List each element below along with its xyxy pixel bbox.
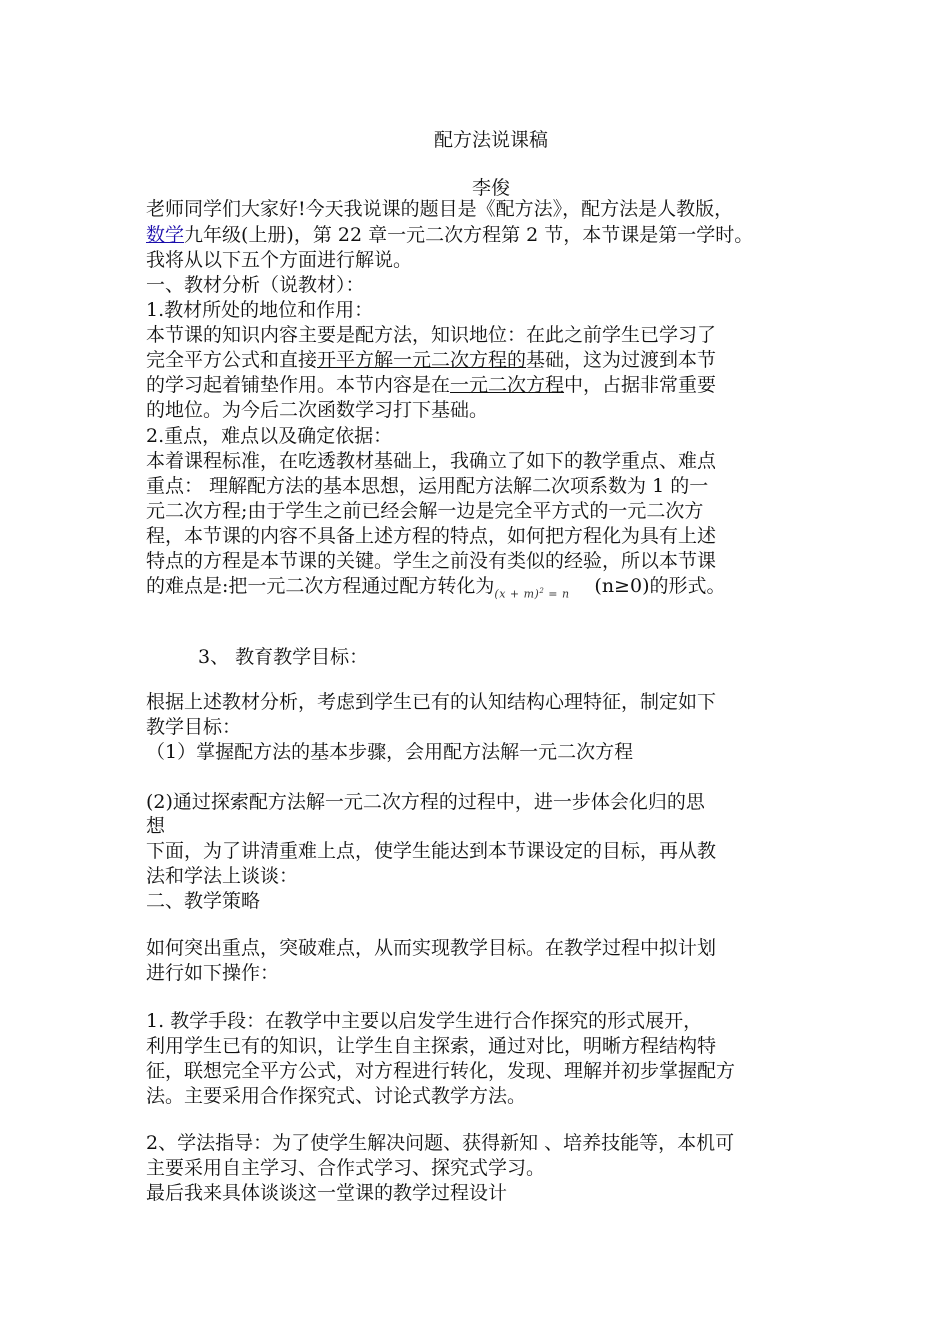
paragraph-text: 的学习起着铺垫作用。本节内容是在 bbox=[146, 374, 451, 396]
underlined-term[interactable]: 一元二次方程 bbox=[450, 374, 565, 396]
paragraph-text: 基础，这为过渡到本节 bbox=[526, 349, 717, 371]
section-heading: 一、教材分析（说教材）： bbox=[146, 274, 365, 296]
formula bbox=[494, 579, 594, 607]
paragraph-line: 最后我来具体谈谈这一堂课的教学过程设计 bbox=[146, 1182, 508, 1204]
paragraph-line: 元二次方程;由于学生之前已经会解一边是完全平方式的一元二次方 bbox=[146, 500, 704, 522]
paragraph-text: 的难点是:把一元二次方程通过配方转化为 bbox=[146, 575, 495, 597]
paragraph-text: 完全平方公式和直接 bbox=[146, 349, 318, 371]
paragraph-line: 重点： 理解配方法的基本思想，运用配方法解二次项系数为 1 的一 bbox=[146, 475, 709, 497]
formula-base: (x + m) bbox=[494, 588, 540, 601]
intro-line: 老师同学们大家好!今天我说课的题目是《配方法》，配方法是人教版， bbox=[146, 198, 734, 220]
section-heading: 二、教学策略 bbox=[146, 890, 261, 912]
method-item: 2、学法指导：为了使学生解决问题、获得新知 、培养技能等，本机可 bbox=[146, 1132, 735, 1154]
goal-item: (2)通过探索配方法解一元二次方程的过程中，进一步体会化归的思 bbox=[146, 791, 705, 813]
method-item: 法。主要采用合作探究式、讨论式教学方法。 bbox=[146, 1085, 527, 1107]
goal-item: （1）掌握配方法的基本步骤，会用配方法解一元二次方程 bbox=[146, 741, 634, 763]
intro-line: 我将从以下五个方面进行解说。 bbox=[146, 249, 413, 271]
paragraph-line: 程，本节课的内容不具备上述方程的特点，如何把方程化为具有上述 bbox=[146, 525, 717, 547]
formula-rhs: = n bbox=[544, 588, 570, 601]
paragraph-text: 中，占据非常重要 bbox=[564, 374, 717, 396]
paragraph-line: 本节课的知识内容主要是配方法，知识地位：在此之前学生已学习了 bbox=[146, 324, 717, 346]
method-item: 征，联想完全平方公式，对方程进行转化，发现、理解并初步掌握配方 bbox=[146, 1060, 736, 1082]
formula-exponent: 2 bbox=[539, 587, 545, 596]
subsection-heading: 3、 教育教学目标： bbox=[198, 646, 369, 668]
paragraph-line bbox=[146, 373, 816, 397]
paragraph-line: 本着课程标准，在吃透教材基础上，我确立了如下的教学重点、难点 bbox=[146, 450, 717, 472]
intro-text: 九年级(上册)，第 22 章一元二次方程第 2 节，本节课是第一学时。 bbox=[184, 224, 754, 246]
paragraph-line: 根据上述教材分析，考虑到学生已有的认知结构心理特征，制定如下 bbox=[146, 691, 717, 713]
paragraph-line: 如何突出重点，突破难点，从而实现教学目标。在教学过程中拟计划 bbox=[146, 937, 717, 959]
paragraph-line: 下面，为了讲清重难上点，使学生能达到本节课设定的目标，再从教 bbox=[146, 840, 717, 862]
paragraph-line bbox=[146, 574, 816, 607]
method-item: 1. 教学手段：在教学中主要以启发学生进行合作探究的形式展开， bbox=[146, 1010, 703, 1032]
paragraph-line: 特点的方程是本节课的关键。学生之前没有类似的经验，所以本节课 bbox=[146, 550, 717, 572]
author-name: 李俊 bbox=[471, 177, 510, 199]
subsection-heading: 1.教材所处的地位和作用： bbox=[146, 299, 374, 321]
paragraph-line: 的地位。为今后二次函数学习打下基础。 bbox=[146, 399, 489, 421]
underlined-term[interactable]: 开平方解一元二次方程的 bbox=[317, 349, 527, 371]
paragraph-line bbox=[146, 348, 816, 372]
math-link[interactable]: 数学 bbox=[146, 224, 185, 246]
paragraph-text: (n≥0)的形式。 bbox=[594, 575, 726, 597]
document-title: 配方法说课稿 bbox=[433, 129, 548, 151]
goal-item: 想 bbox=[146, 815, 166, 837]
subsection-heading: 2.重点，难点以及确定依据： bbox=[146, 425, 393, 447]
method-item: 利用学生已有的知识，让学生自主探索，通过对比，明晰方程结构特 bbox=[146, 1035, 717, 1057]
method-item: 主要采用自主学习、合作式学习、探究式学习。 bbox=[146, 1157, 546, 1179]
paragraph-line: 教学目标： bbox=[146, 716, 242, 738]
paragraph-line: 进行如下操作： bbox=[146, 962, 280, 984]
intro-line bbox=[146, 223, 816, 247]
paragraph-line: 法和学法上谈谈： bbox=[146, 865, 299, 887]
